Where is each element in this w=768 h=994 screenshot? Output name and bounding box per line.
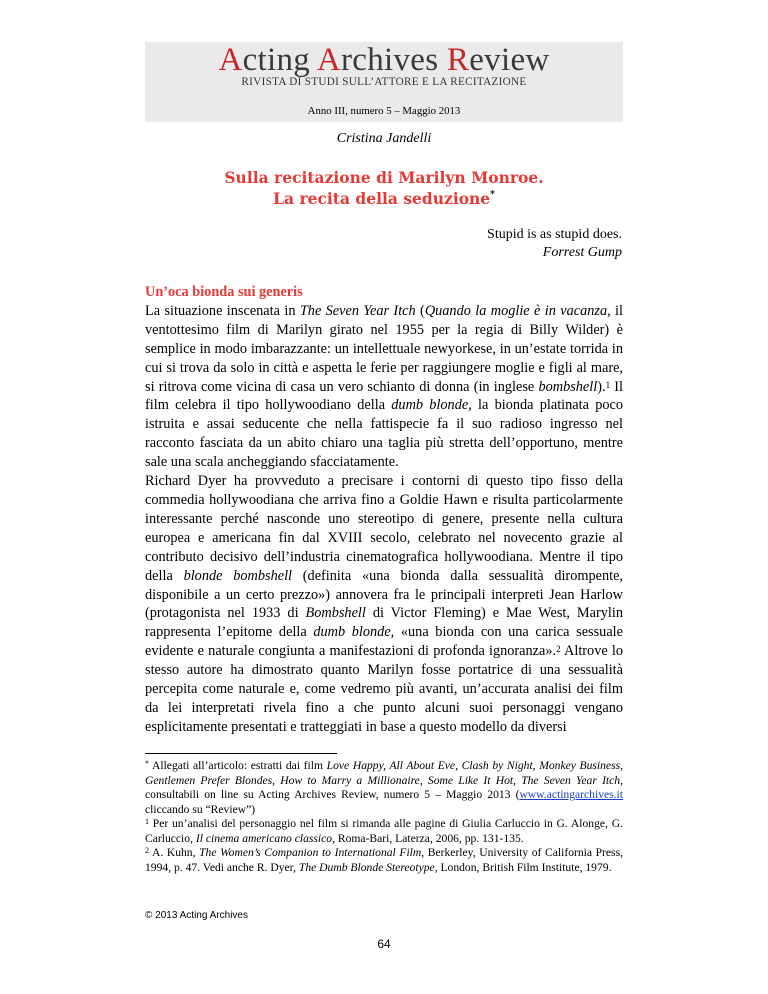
page-number: 64 — [377, 937, 391, 951]
footnote-ref-1[interactable]: 1 — [605, 379, 611, 390]
journal-subtitle: RIVISTA DI STUDI SULL’ATTORE E LA RECITAZIONE — [241, 76, 527, 88]
epigraph — [487, 226, 622, 262]
paragraph-1: La situazione inscenata in The Seven Year Itch (Quando la moglie è in vacanza, il ventottesimo film di Marilyn girato nel 1955 per la regia di Billy Wilder) è semplice in modo imbarazzante: un intellettuale newyorkese, in un’estate torrida in cui si trova da solo in città e aspetta le ferie per raggiungere moglie e figli al mare, si ritrova come vicina di casa un vero schianto di donna (in inglese bombshell).$^1$ Il film celebra il tipo hollywoodiano della dumb blonde, la bionda platinata poco istruita e assai seducente che nella fattispecie fa il suo radioso ingresso nel racconto fasciata da un abito chiaro una taglia più stretta dell’opportuno, mentre sale una scala ancheggiando sfacciatamente. — [145, 302, 623, 471]
article-body — [145, 283, 623, 737]
footnote-ref-2[interactable]: 2 — [556, 644, 561, 655]
footnote-star: * Allegati all’articolo: estratti dai film Love Happy, All About Eve, Clash by Night, Monkey Business, Gentlemen Prefer Blondes, How to Marry a Millionaire, Some Like It Hot, The Seven Year Itch, consultabili on line su Acting Archives Review, numero 5 – Maggio 2013 (www.actingarchives.it cliccando su “Review”) — [145, 759, 623, 816]
acting-archives-link[interactable]: www.actingarchives.it — [519, 788, 623, 801]
footnote-1: $^1$ Per un’analisi del personaggio nel film si rimanda alle pagine di Giulia Carluccio in G. Alonge, G. Carluccio, Il cinema americano classico, Roma-Bari, Laterza, 2006, pp. 131-135. — [145, 817, 623, 845]
article-title — [0, 167, 768, 209]
title-line-1: Sulla recitazione di Marilyn Monroe. — [224, 168, 544, 187]
copyright: © 2013 Acting Archives — [145, 910, 248, 921]
issue-info: Anno III, numero 5 – Maggio 2013 — [307, 105, 461, 117]
footnote-2: $^2$ A. Kuhn, The Women’s Companion to International Film, Berkerley, University of California Press, 1994, p. 47. Vedi anche R. Dyer, The Dumb Blonde Stereotype, London, British Film Institute, 1979. — [145, 846, 623, 874]
paragraph-2: Richard Dyer ha provveduto a precisare i contorni di questo tipo fisso della commedia hollywoodiana che arriva fino a Goldie Hawn e risulta particolarmente interessante perché nasconde uno stereotipo di genere, presente nella cultura europea e americana fin dal XVIII secolo, celebrato nel novecento grazie al contributo decisivo dell’industria cinematografica hollywoodiana. Mentre il tipo della blonde bombshell (definita «una bionda dalla sessualità dirompente, disponibile a un certo prezzo») annovera fra le principali interpreti Jean Harlow (protagonista nel 1933 di Bombshell di Victor Fleming) e Mae West, Marylin rappresenta l’epitome della dumb blonde, «una bionda con una carica sessuale evidente e naturale congiunta a manifestazioni di profonda ignoranza».$^2$ Altrove lo stesso autore ha dimostrato quanto Marilyn fosse portatrice di una sessualità percepita come naturale e, come vedremo più avanti, un’accurata analisi dei film da lei interpretati rivela fino a che punto alcuni suoi personaggi vengano esplicitamente presentati e tratteggiati in base a questo modello da diversi — [145, 473, 624, 735]
journal-header — [145, 42, 623, 122]
footnotes — [145, 759, 623, 875]
epigraph-quote: Stupid is as stupid does. — [487, 227, 622, 242]
section-heading: Un’oca bionda sui generis — [145, 284, 303, 300]
footnote-divider — [145, 753, 337, 754]
epigraph-source: Forrest Gump — [542, 245, 622, 260]
title-line-2: La recita della seduzione* — [273, 189, 495, 208]
journal-title: Acting Archives Review — [218, 42, 550, 78]
author-name: Cristina Jandelli — [336, 131, 432, 146]
title-footnote-mark[interactable]: * — [490, 190, 495, 200]
